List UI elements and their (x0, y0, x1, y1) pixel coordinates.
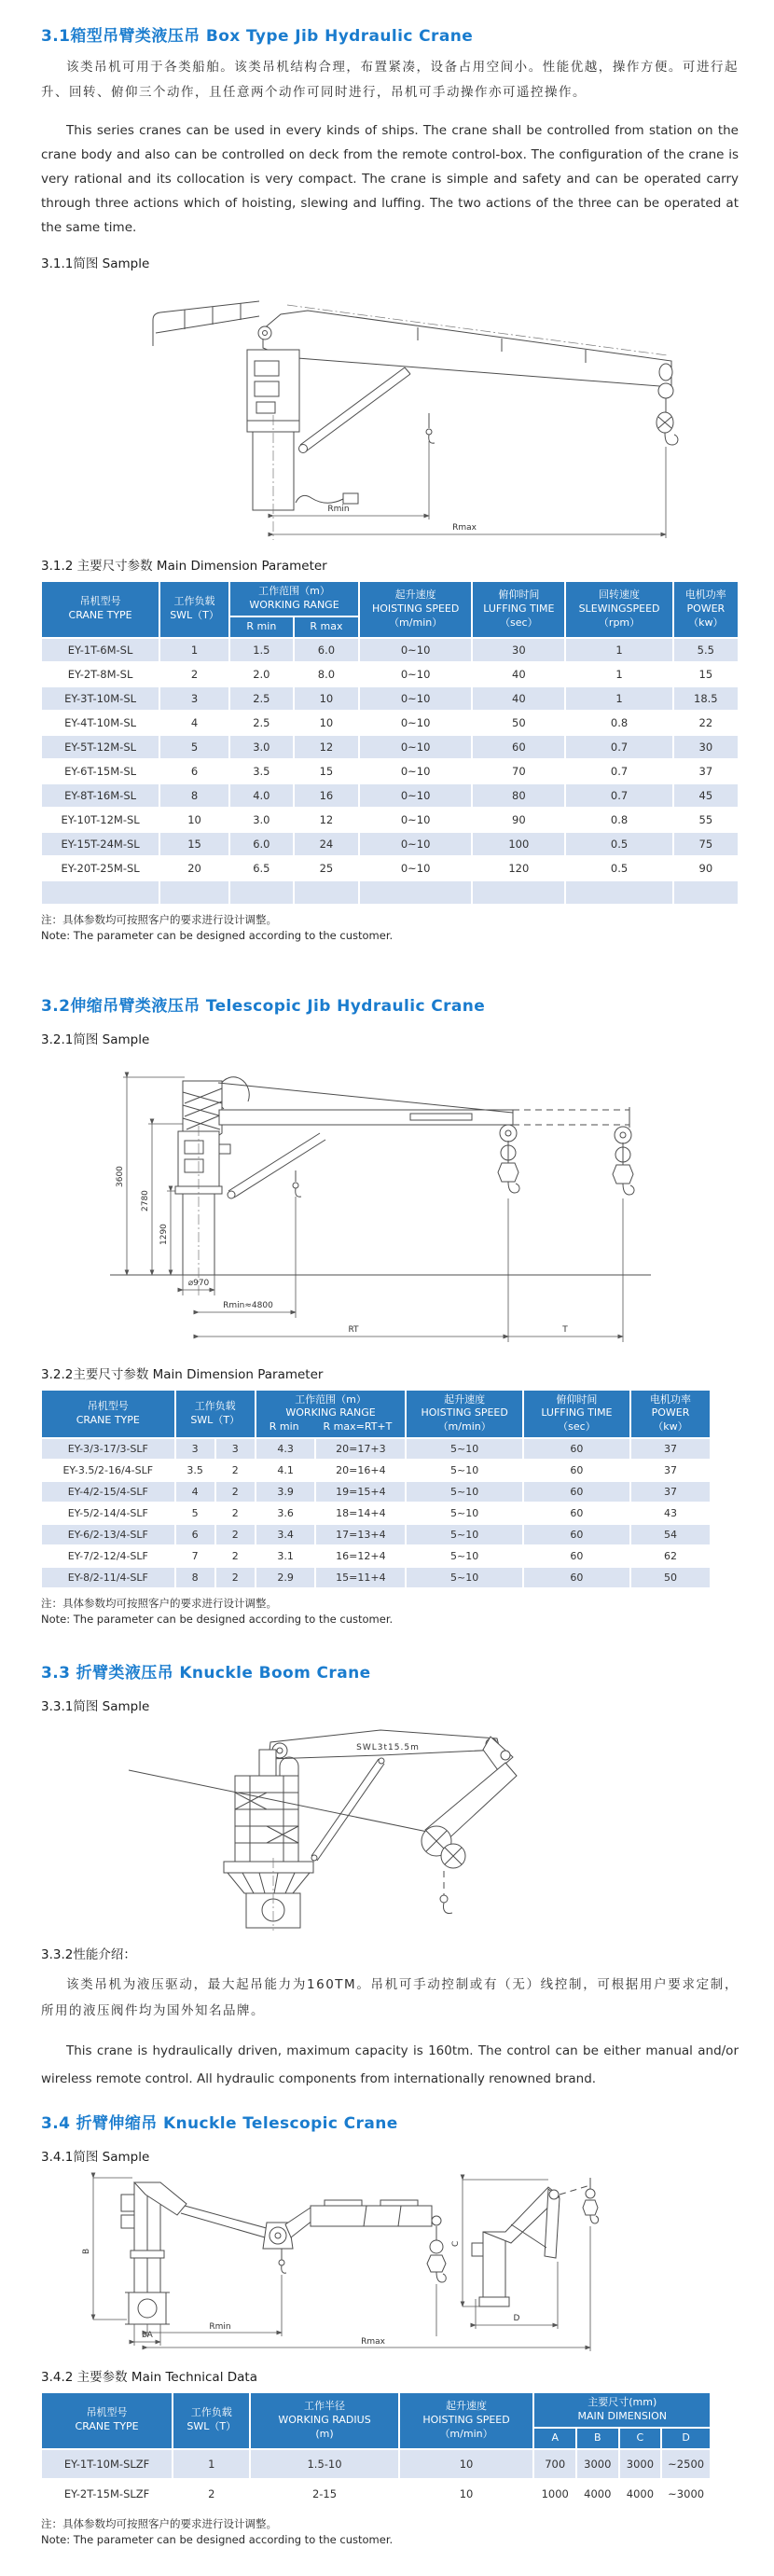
table-cell: EY-20T-25M-SL (41, 856, 159, 880)
rmin-label: Rmin (327, 505, 350, 514)
table-cell: 0.7 (565, 783, 672, 808)
table-cell: 2 (215, 1524, 256, 1545)
table-cell: 24 (294, 832, 359, 856)
table-cell (294, 880, 359, 905)
figure-label-3-1-1: 3.1.1简图 Sample (41, 256, 150, 271)
table-cell: 0.8 (565, 808, 672, 832)
table-cell: EY-10T-12M-SL (41, 808, 159, 832)
table-cell: 5~10 (406, 1438, 523, 1460)
col-header-power: 电机功率 POWER （kw） (630, 1390, 711, 1439)
table-cell: 3.5 (229, 759, 294, 783)
table-cell: 1 (159, 638, 229, 662)
table-cell: 0~10 (359, 783, 472, 808)
table-cell: 0~10 (359, 662, 472, 686)
table-cell: 2 (215, 1481, 256, 1503)
table-cell: 37 (630, 1460, 711, 1481)
table-cell: 2 (215, 1503, 256, 1524)
table-cell: 0~10 (359, 759, 472, 783)
table-cell: 30 (673, 735, 739, 759)
table-cell: 2 (159, 662, 229, 686)
table-cell: EY-8/2-11/4-SLF (41, 1567, 175, 1588)
table-cell: 15=11+4 (315, 1567, 406, 1588)
dim-c-label: C (451, 2240, 461, 2248)
table-cell: EY-5T-12M-SL (41, 735, 159, 759)
table-cell: EY-6T-15M-SL (41, 759, 159, 783)
technical-data-table (41, 2392, 711, 2509)
table-cell: 3 (215, 1438, 256, 1460)
col-header-slewing-speed: 回转速度 SLEWINGSPEED （rpm） (565, 581, 672, 638)
col-header-power: 电机功率 POWER （kw） (673, 581, 739, 638)
folded-crane-left (121, 2182, 273, 2324)
table-cell: 8 (159, 783, 229, 808)
dim-rmin-label: Rmin (209, 2322, 231, 2333)
table-cell: 10 (399, 2449, 534, 2479)
main-boom (269, 1730, 500, 1759)
table-cell: 0.7 (565, 759, 672, 783)
dimension-rmax (147, 2337, 590, 2347)
table-cell: 0~10 (359, 856, 472, 880)
table-label-3-4-2: 3.4.2 主要参数 Main Technical Data (41, 2370, 257, 2386)
table-cell: 60 (523, 1567, 630, 1588)
table-cell: 3.5 (175, 1460, 215, 1481)
table-cell: 7 (175, 1545, 215, 1567)
table-cell: 62 (630, 1545, 711, 1567)
table-row (41, 2479, 711, 2509)
table-cell: 90 (673, 856, 739, 880)
table-cell: 6.5 (229, 856, 294, 880)
table-cell: 60 (523, 1481, 630, 1503)
section-heading-3-2: 3.2伸缩吊臂类液压吊 Telescopic Jib Hydraulic Crane (41, 996, 486, 1016)
table-row (41, 735, 739, 759)
section-heading-3-3: 3.3 折臂类液压吊 Knuckle Boom Crane (41, 1664, 371, 1683)
table-row (41, 1524, 711, 1545)
table-cell: 0.5 (565, 832, 672, 856)
table-row (41, 1460, 711, 1481)
dimension-table-box-jib (41, 581, 739, 905)
center-boom-hook (427, 2216, 446, 2336)
table-cell: 5 (175, 1503, 215, 1524)
table-cell: 4000 (576, 2479, 619, 2509)
table-cell: 45 (673, 783, 739, 808)
table-cell: 4000 (619, 2479, 662, 2509)
table-row (41, 856, 739, 880)
dimension-t (508, 1198, 623, 1342)
paragraph-en-3-3: This crane is hydraulically driven, maximum capacity is 160tm. The control can be either manual and/or wireless remote control. All hydraulic components from internationally renowned brand. (41, 2043, 739, 2087)
col-header-crane-type: 吊机型号 CRANE TYPE (41, 581, 159, 638)
table-cell: 5.5 (673, 638, 739, 662)
drawing-telescopic-jib-crane (45, 1051, 735, 1354)
dim-dia-label: ⌀970 (187, 1278, 210, 1288)
table-cell: 10 (159, 808, 229, 832)
table-cell: 37 (630, 1481, 711, 1503)
figure-label-3-3-1: 3.3.1简图 Sample (41, 1699, 150, 1715)
table-cell: 120 (472, 856, 565, 880)
table-cell: 0~10 (359, 832, 472, 856)
table-cell: 4 (175, 1481, 215, 1503)
table-label-3-2-2: 3.2.2主要尺寸参数 Main Dimension Parameter (41, 1366, 324, 1382)
table-cell: 5~10 (406, 1545, 523, 1567)
table-row (41, 808, 739, 832)
table-row (41, 783, 739, 808)
dim-dia-label: øA (142, 2331, 153, 2341)
section-heading-3-4: 3.4 折臂伸缩吊 Knuckle Telescopic Crane (41, 2114, 398, 2134)
table-cell: EY-4T-10M-SL (41, 711, 159, 735)
table-cell: 18.5 (673, 686, 739, 711)
table-cell: 4.1 (256, 1460, 316, 1481)
right-hook (560, 2178, 599, 2351)
figure-label-3-4-1: 3.4.1简图 Sample (41, 2150, 150, 2166)
table-cell: 0~10 (359, 711, 472, 735)
table-cell: 12 (294, 808, 359, 832)
table-cell: 1.5-10 (250, 2449, 398, 2479)
table-cell: 5 (159, 735, 229, 759)
table-cell: 3 (159, 686, 229, 711)
note-3-4: 注：具体参数均可按照客户的要求进行设计调整。 Note: The parameter can be designed according to the customer. (41, 2516, 394, 2546)
dim-t-label: T (562, 1324, 568, 1335)
table-cell: 75 (673, 832, 739, 856)
table-cell: 0~10 (359, 735, 472, 759)
table-cell: 5~10 (406, 1524, 523, 1545)
table-cell: 18=14+4 (315, 1503, 406, 1524)
dimension-table-telescopic (41, 1390, 711, 1589)
col-header-crane-type: 吊机型号 CRANE TYPE (41, 2392, 173, 2449)
table-cell: 3.0 (229, 808, 294, 832)
base-pedestal (224, 1858, 313, 1931)
table-row (41, 1503, 711, 1524)
table-cell: 60 (523, 1503, 630, 1524)
col-header-dim-b: B (576, 2428, 619, 2449)
table-row (41, 1481, 711, 1503)
table-cell: 3 (175, 1438, 215, 1460)
table-cell: 2 (215, 1567, 256, 1588)
table-cell: ~2500 (661, 2449, 711, 2479)
table-row (41, 711, 739, 735)
dim-1290-label: 1290 (159, 1223, 169, 1245)
luffing-cylinder (311, 1758, 384, 1861)
table-cell: 54 (630, 1524, 711, 1545)
pedestal (247, 415, 299, 540)
table-cell: 20=17+3 (315, 1438, 406, 1460)
col-header-working-range: 工作范围（m） WORKING RANGE (229, 581, 359, 616)
drawing-box-jib-crane (63, 275, 716, 546)
col-header-crane-type: 吊机型号 CRANE TYPE (41, 1390, 175, 1439)
col-header-swl: 工作负载 SWL（T） (175, 1390, 256, 1439)
table-cell: 6 (175, 1524, 215, 1545)
mid-hook (293, 1170, 301, 1197)
table-cell: 3000 (576, 2449, 619, 2479)
dim-3600-label: 3600 (116, 1165, 125, 1187)
table-cell: 6.0 (294, 638, 359, 662)
table-cell: 60 (523, 1438, 630, 1460)
table-cell: 15 (159, 832, 229, 856)
table-cell: 0~10 (359, 638, 472, 662)
folded-crane-right (472, 2187, 560, 2306)
table-cell: 16 (294, 783, 359, 808)
table-cell: 10 (294, 711, 359, 735)
table-cell: 2.9 (256, 1567, 316, 1588)
boom-tip-sheaves (657, 364, 673, 433)
table-cell: 6 (159, 759, 229, 783)
dim-rmax-label: Rmax (361, 2337, 385, 2347)
table-cell: 1 (173, 2449, 250, 2479)
col-header-swl: 工作负载 SWL（T） (159, 581, 229, 638)
extended-tip-hook (613, 1127, 634, 1195)
table-cell: EY-5/2-14/4-SLF (41, 1503, 175, 1524)
table-cell: 1 (565, 662, 672, 686)
col-header-rmax: R max (294, 616, 359, 638)
table-cell: 8 (175, 1567, 215, 1588)
rmax-label: Rmax (452, 523, 477, 533)
table-cell: 4 (159, 711, 229, 735)
col-header-hoisting-speed: 起升速度 HOISTING SPEED （m/min） (359, 581, 472, 638)
table-cell: EY-2T-8M-SL (41, 662, 159, 686)
table-cell: 16=12+4 (315, 1545, 406, 1567)
table-cell (472, 880, 565, 905)
col-header-rmin: R min (229, 616, 294, 638)
col-header-luffing-time: 俯仰时间 LUFFING TIME （sec） (523, 1390, 630, 1439)
table-cell: 0.7 (565, 735, 672, 759)
table-cell: EY-6/2-13/4-SLF (41, 1524, 175, 1545)
table-cell: EY-3.5/2-16/4-SLF (41, 1460, 175, 1481)
col-header-luffing-time: 俯仰时间 LUFFING TIME （sec） (472, 581, 565, 638)
col-header-hoisting-speed: 起升速度 HOISTING SPEED （m/min） (399, 2392, 534, 2449)
col-header-working-radius: 工作半径 WORKING RADIUS (m) (250, 2392, 398, 2449)
col-header-dim-d: D (661, 2428, 711, 2449)
table-cell: 0.5 (565, 856, 672, 880)
note-3-1: 注：具体参数均可按照客户的要求进行设计调整。 Note: The parameter can be designed according to the customer. (41, 912, 394, 942)
table-cell: 60 (523, 1524, 630, 1545)
table-cell (229, 880, 294, 905)
col-header-dim-a: A (533, 2428, 576, 2449)
hook (665, 433, 678, 445)
table-cell: 19=15+4 (315, 1481, 406, 1503)
table-cell: 2.5 (229, 686, 294, 711)
table-cell: 40 (472, 662, 565, 686)
table-row (41, 1567, 711, 1588)
table-cell: 2 (215, 1545, 256, 1567)
table-cell: EY-3T-10M-SL (41, 686, 159, 711)
table-cell: 3.0 (229, 735, 294, 759)
dim-2780-label: 2780 (141, 1189, 150, 1212)
dim-b-label: B (82, 2248, 91, 2255)
table-cell: 2 (215, 1460, 256, 1481)
telescopic-boom (218, 1083, 629, 1128)
boom (263, 305, 671, 387)
table-cell: 10 (294, 686, 359, 711)
table-cell: 5~10 (406, 1567, 523, 1588)
table-cell: 5~10 (406, 1481, 523, 1503)
table-cell: EY-1T-10M-SLZF (41, 2449, 173, 2479)
center-mid-hook (279, 2249, 286, 2336)
paragraph-en-3-1: This series cranes can be used in every kinds of ships. The crane shall be controlled from station on the crane body and also can be controlled on deck from the remote control-box. The configuration of the crane is very rational and its collocation is very compact. The crane is simple and safety and can be operated carry through three actions which of hoisting, slewing and luffing. The two actions of the three can be operated at the same time. (41, 123, 739, 235)
dimension-rt (199, 1198, 508, 1342)
table-cell: 80 (472, 783, 565, 808)
table-cell: 2 (173, 2479, 250, 2509)
figure-label-3-2-1: 3.2.1简图 Sample (41, 1032, 150, 1047)
table-cell: 1 (565, 686, 672, 711)
table-row (41, 880, 739, 905)
dimension-rmin (273, 441, 429, 519)
hook (440, 1871, 452, 1914)
col-header-main-dimension: 主要尺寸(mm) MAIN DIMENSION (533, 2392, 711, 2428)
paragraph-cn-3-3: 该类吊机为液压驱动，最大起吊能力为160TM。吊机可手动控制或有（无）线控制，可根据用户要求定制，所用的液压阀件均为国外知名品牌。 (41, 1977, 739, 2019)
sheave-block (422, 1826, 465, 1868)
table-cell: 22 (673, 711, 739, 735)
table-cell: 15 (294, 759, 359, 783)
table-label-3-1-2: 3.1.2 主要尺寸参数 Main Dimension Parameter (41, 559, 327, 574)
table-row (41, 759, 739, 783)
railing (153, 301, 259, 346)
table-row (41, 1545, 711, 1567)
table-cell: EY-3/3-17/3-SLF (41, 1438, 175, 1460)
section-heading-3-1: 3.1箱型吊臂类液压吊 Box Type Jib Hydraulic Crane (41, 27, 474, 46)
table-cell: 17=13+4 (315, 1524, 406, 1545)
table-cell (159, 880, 229, 905)
table-row (41, 662, 739, 686)
table-cell: 12 (294, 735, 359, 759)
table-cell: 100 (472, 832, 565, 856)
boom-tip-hook (498, 1125, 519, 1193)
table-cell: 2.5 (229, 711, 294, 735)
luffing-cylinder (299, 367, 411, 453)
table-cell: 6.0 (229, 832, 294, 856)
table-cell: 10 (399, 2479, 534, 2509)
table-cell: 3.9 (256, 1481, 316, 1503)
perf-label-3-3-2: 3.3.2性能介绍： (41, 1947, 136, 1963)
table-cell: EY-7/2-12/4-SLF (41, 1545, 175, 1567)
table-cell: 37 (673, 759, 739, 783)
table-cell: 4.3 (256, 1438, 316, 1460)
table-cell: 700 (533, 2449, 576, 2479)
table-cell: 3.4 (256, 1524, 316, 1545)
dimension-rmax (273, 447, 666, 538)
note-3-2: 注：具体参数均可按照客户的要求进行设计调整。 Note: The parameter can be designed according to the customer. (41, 1597, 394, 1627)
table-cell: 20 (159, 856, 229, 880)
table-cell: 70 (472, 759, 565, 783)
table-cell: ~3000 (661, 2479, 711, 2509)
col-header-swl: 工作负载 SWL（T） (173, 2392, 250, 2449)
col-header-hoisting-speed: 起升速度 HOISTING SPEED （m/min） (406, 1390, 523, 1439)
table-cell: 15 (673, 662, 739, 686)
table-cell: 90 (472, 808, 565, 832)
table-row (41, 1438, 711, 1460)
drawing-knuckle-telescopic-crane (45, 2168, 735, 2357)
table-cell: EY-2T-15M-SLZF (41, 2479, 173, 2509)
table-cell: 5~10 (406, 1460, 523, 1481)
dim-rt-label: RT (348, 1324, 359, 1335)
table-cell: 20=16+4 (315, 1460, 406, 1481)
table-row (41, 686, 739, 711)
table-cell: 60 (523, 1545, 630, 1567)
table-cell: 0~10 (359, 808, 472, 832)
table-cell: 30 (472, 638, 565, 662)
table-cell: 1.5 (229, 638, 294, 662)
drawing-knuckle-boom-crane (129, 1718, 651, 1931)
table-cell: 50 (472, 711, 565, 735)
table-cell: 3.1 (256, 1545, 316, 1567)
extended-boom-center (263, 2200, 432, 2249)
col-header-dim-c: C (619, 2428, 662, 2449)
mid-hook (426, 413, 435, 443)
boom-swl-label: SWL3t15.5m (356, 1743, 420, 1753)
table-cell (565, 880, 672, 905)
table-cell: 55 (673, 808, 739, 832)
paragraph-cn-3-1: 该类吊机可用于各类船舶。该类吊机结构合理，布置紧凑，设备占用空间小。性能优越，操作方便。可进行起升、回转、俯仰三个动作，且任意两个动作可同时进行，吊机可手动操作亦可遥控操作。 (41, 60, 739, 100)
table-cell: EY-1T-6M-SL (41, 638, 159, 662)
table-cell: 3000 (619, 2449, 662, 2479)
table-cell: 0~10 (359, 686, 472, 711)
table-cell: EY-4/2-15/4-SLF (41, 1481, 175, 1503)
table-cell (673, 880, 739, 905)
table-cell: 3.6 (256, 1503, 316, 1524)
table-cell: 25 (294, 856, 359, 880)
col-header-working-range: 工作范围（m） WORKING RANGE R min R max=RT+T (256, 1390, 407, 1439)
luffing-cylinder (228, 1133, 325, 1198)
machinery-house (178, 1131, 230, 1186)
table-cell: 40 (472, 686, 565, 711)
table-cell (359, 880, 472, 905)
dim-d-label: D (513, 2314, 520, 2324)
table-cell: 1 (565, 638, 672, 662)
dimension-3600 (116, 1077, 185, 1275)
table-cell: 60 (523, 1460, 630, 1481)
remote-control-box (296, 493, 358, 504)
table-cell: 2-15 (250, 2479, 398, 2509)
table-cell: 8.0 (294, 662, 359, 686)
table-cell: EY-15T-24M-SL (41, 832, 159, 856)
table-cell: 4.0 (229, 783, 294, 808)
table-row (41, 638, 739, 662)
table-cell: 1000 (533, 2479, 576, 2509)
dim-rmin-label: Rmin≈4800 (223, 1300, 273, 1310)
table-cell: 5~10 (406, 1503, 523, 1524)
table-cell: 37 (630, 1438, 711, 1460)
table-row (41, 2449, 711, 2479)
table-cell: 43 (630, 1503, 711, 1524)
table-cell: EY-8T-16M-SL (41, 783, 159, 808)
table-cell (41, 880, 159, 905)
table-cell: 0.8 (565, 711, 672, 735)
table-row (41, 832, 739, 856)
table-cell: 60 (472, 735, 565, 759)
table-cell: 50 (630, 1567, 711, 1588)
tower-mast (235, 1750, 298, 1862)
table-cell: 2.0 (229, 662, 294, 686)
